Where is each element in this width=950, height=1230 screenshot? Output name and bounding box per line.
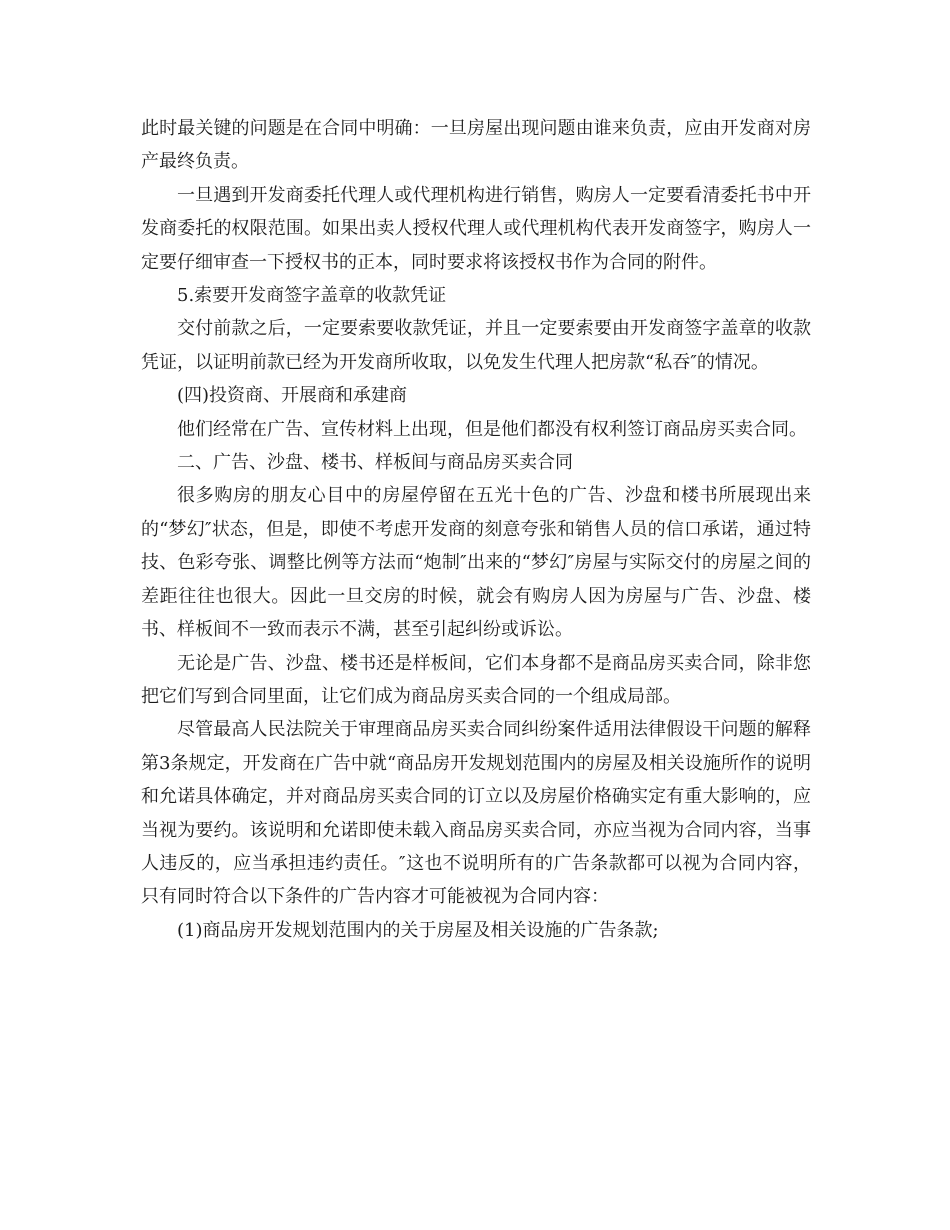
paragraph-investors: 他们经常在广告、宣传材料上出现，但是他们都没有权利签订商品房买卖合同。 [177,418,807,440]
section-heading-investors: (四)投资商、开展商和承建商 [177,385,408,407]
paragraph-agent-authorization: 一旦遇到开发商委托代理人或代理机构进行销售，购房人一定要看清委托书中开发商委托的权限范围。如果出卖人授权代理人或代理机构代表开发商签字，购房人一定要仔细审查一下授权书的正本，同时要求将该授权书作为合同的附件。 [141,184,811,273]
section-heading-receipt: 5.索要开发商签字盖章的收款凭证 [177,285,447,307]
paragraph-developer-responsibility: 此时最关键的问题是在合同中明确：一旦房屋出现问题由谁来负责，应由开发商对房产最终负责。 [141,118,811,173]
paragraph-dream-house: 很多购房的朋友心目中的房屋停留在五光十色的广告、沙盘和楼书所展现出来的“梦幻″状态，但是，即使不考虑开发商的刻意夸张和销售人员的信口承诺，通过特技、色彩夸张、调整比例等方法而“炮制″出来的“梦幻″房屋与实际交付的房屋之间的差距往往也很大。因此一旦交房的时候，就会有购房人因为房屋与广告、沙盘、楼书、样板间不一致而表示不满，甚至引起纠纷或诉讼。 [141,485,811,641]
paragraph-not-contract: 无论是广告、沙盘、楼书还是样板间，它们本身都不是商品房买卖合同，除非您把它们写到合同里面，让它们成为商品房买卖合同的一个组成局部。 [141,652,811,707]
section-heading-advertising: 二、广告、沙盘、楼书、样板间与商品房买卖合同 [177,452,573,474]
paragraph-receipt: 交付前款之后，一定要索要收款凭证，并且一定要索要由开发商签字盖章的收款凭证，以证明前款已经为开发商所收取，以免发生代理人把房款“私吞″的情况。 [141,318,811,373]
document-body [141,112,811,947]
paragraph-supreme-court: 尽管最高人民法院关于审理商品房买卖合同纠纷案件适用法律假设干问题的解释第3条规定，开发商在广告中就“商品房开发规划范围内的房屋及相关设施所作的说明和允诺具体确定，并对商品房买卖合同的订立以及房屋价格确实定有重大影响的，应当视为要约。该说明和允诺即使未载入商品房买卖合同，亦应当视为合同内容，当事人违反的，应当承担违约责任。″这也不说明所有的广告条款都可以视为合同内容，只有同时符合以下条件的广告内容才可能被视为合同内容： [141,719,811,908]
list-item-condition-1: (1)商品房开发规划范围内的关于房屋及相关设施的广告条款; [177,919,659,941]
